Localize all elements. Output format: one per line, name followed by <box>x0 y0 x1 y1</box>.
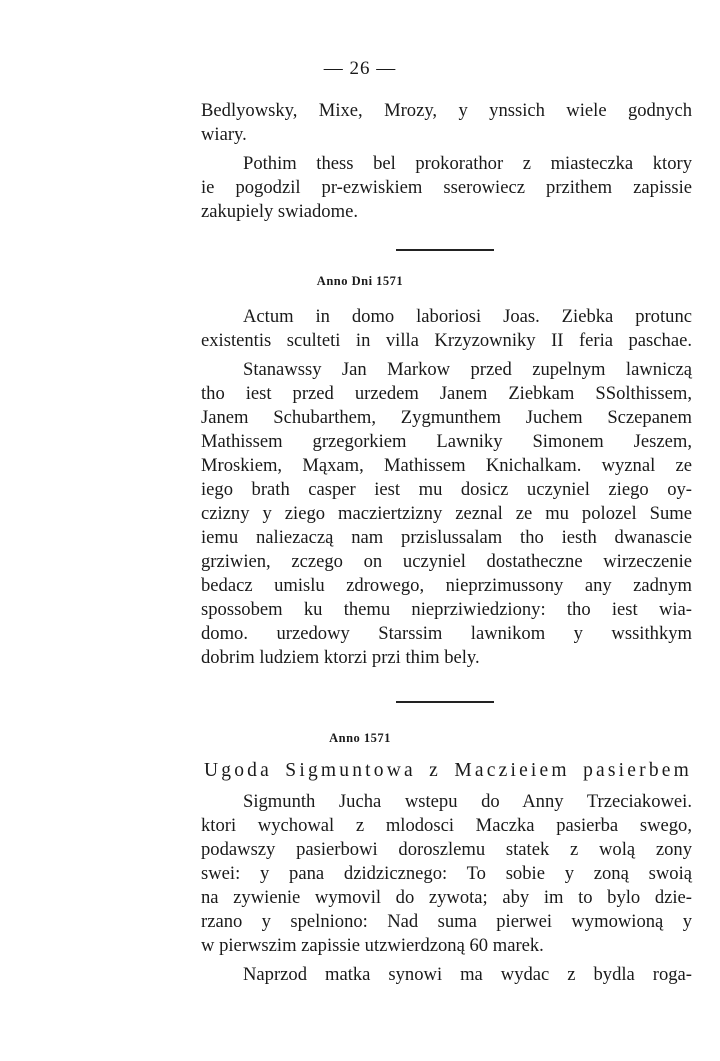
text-line: bedacz umislu zdrowego, nieprzimussony any zadnym <box>201 575 692 596</box>
page-number: — 26 — <box>323 58 397 79</box>
text-line: na zywienie wymovil do zywota; aby im to bylo dzie- <box>201 887 692 908</box>
section-divider <box>396 249 494 251</box>
text-line: Bedlyowsky, Mixe, Mrozy, y ynssich wiele godnych <box>201 100 692 121</box>
text-line: czizny y ziego macziertzizny zeznal ze mu polozel Sume <box>201 503 692 524</box>
text-line: Naprzod matka synowi ma wydac z bydla roga- <box>243 964 692 985</box>
text-line: zakupiely swiadome. <box>201 201 358 222</box>
text-line: ktori wychowal z mlodosci Maczka pasierba swego, <box>201 815 692 836</box>
section-heading: Anno Dni 1571 <box>316 274 404 288</box>
entry-title: Ugoda Sigmuntowa z Maczieiem pasierbem <box>204 760 692 781</box>
text-line: Stanawssy Jan Markow przed zupelnym lawniczą <box>243 359 692 380</box>
text-line: iemu naliezaczą nam przislussalam tho iesth dwanascie <box>201 527 692 548</box>
text-line: dobrim ludziem ktorzi przi thim bely. <box>201 647 480 668</box>
text-line: tho iest przed urzedem Janem Ziebkam SSolthissem, <box>201 383 692 404</box>
text-line: swei: y pana dzidzicznego: To sobie y zoną swoią <box>201 863 692 884</box>
text-line: Actum in domo laboriosi Joas. Ziebka protunc <box>243 306 692 327</box>
text-line: rzano y spelniono: Nad suma pierwei wymowioną y <box>201 911 692 932</box>
text-line: existentis sculteti in villa Krzyzowniky II feria paschae. <box>201 330 692 351</box>
text-line: spossobem ku themu nieprziwiedziony: tho iest wia- <box>201 599 692 620</box>
text-line: Mathissem grzegorkiem Lawniky Simonem Jeszem, <box>201 431 692 452</box>
text-line: iego brath casper iest mu dosicz uczyniel ziego oy- <box>201 479 692 500</box>
section-heading: Anno 1571 <box>329 731 391 745</box>
section-divider <box>396 701 494 703</box>
text-line: Janem Schubarthem, Zygmunthem Juchem Sczepanem <box>201 407 692 428</box>
text-line: grziwien, zczego on uczyniel dostatheczne wirzeczenie <box>201 551 692 572</box>
text-line: podawszy pasierbowi doroszlemu statek z wolą zony <box>201 839 692 860</box>
text-line: ie pogodzil pr-ezwiskiem sserowiecz przithem zapissie <box>201 177 692 198</box>
text-line: Pothim thess bel prokorathor z miasteczka ktory <box>243 153 692 174</box>
text-line: wiary. <box>201 124 247 145</box>
text-line: Mroskiem, Mąxam, Mathissem Knichalkam. wyznal ze <box>201 455 692 476</box>
text-line: Sigmunth Jucha wstepu do Anny Trzeciakowei. <box>243 791 692 812</box>
text-line: domo. urzedowy Starssim lawnikom y wssithkym <box>201 623 692 644</box>
text-line: w pierwszim zapissie utzwierdzoną 60 marek. <box>201 935 544 956</box>
